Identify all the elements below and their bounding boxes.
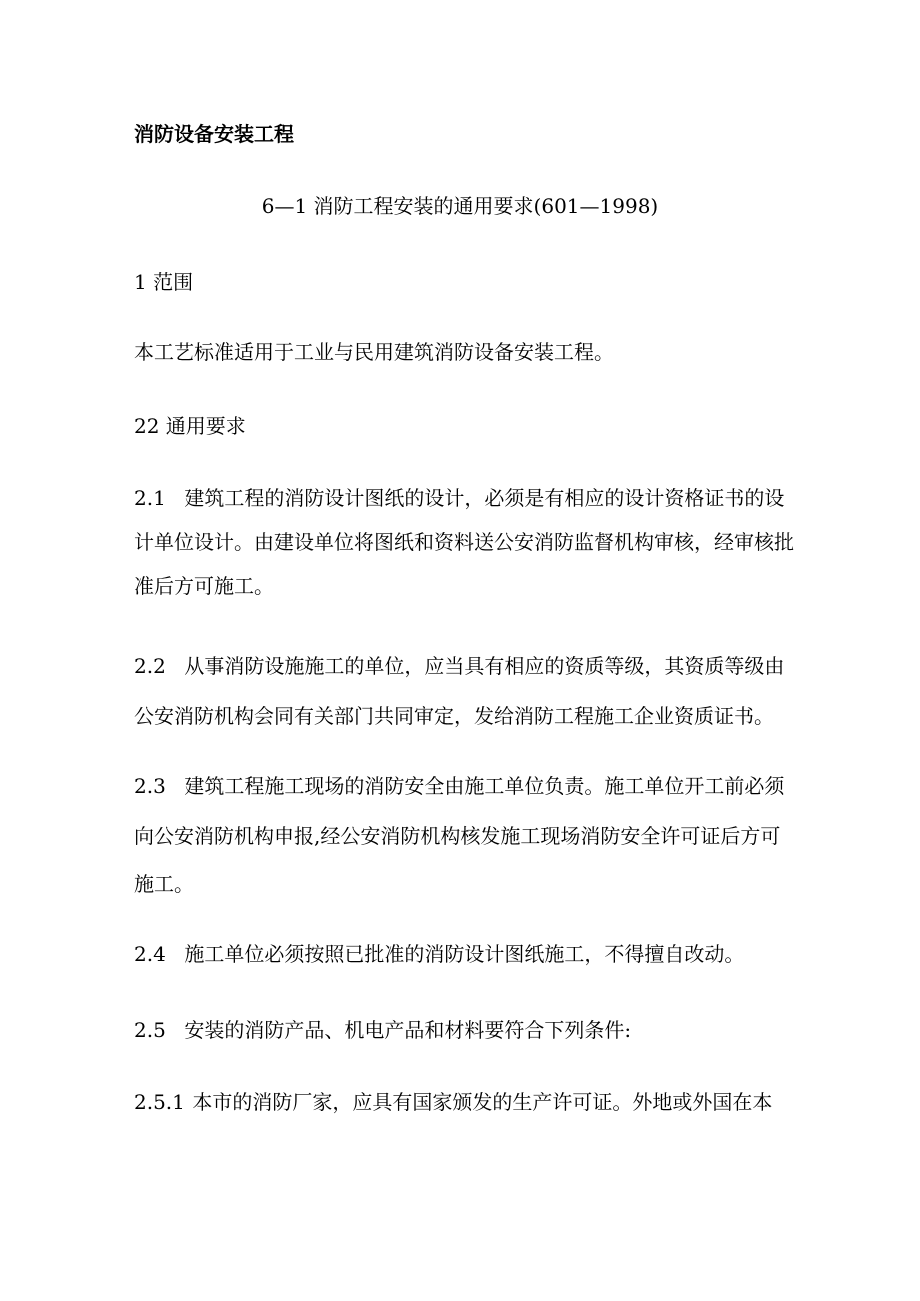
clause-2-3-line-3: 施工。: [134, 872, 194, 896]
clause-2-5-1-line-1: [134, 1090, 772, 1114]
heading-scope: 1 范围: [134, 270, 194, 294]
clause-2-3-line-2: 向公安消防机构申报,经公安消防机构核发施工现场消防安全许可证后方可: [134, 824, 781, 848]
clause-number: 2.5: [134, 1018, 166, 1042]
heading-general-requirements: 22 通用要求: [134, 414, 246, 438]
section-title: 消防设备安装工程: [134, 122, 294, 146]
clause-number: 2.3: [134, 774, 166, 798]
clause-2-2-line-2: 公安消防机构会同有关部门共同审定，发给消防工程施工企业资质证书。: [134, 704, 774, 728]
clause-2-1-line-3: 准后方可施工。: [134, 574, 274, 598]
clause-number: 2.1: [134, 486, 166, 510]
clause-text: 本市的消防厂家，应具有国家颁发的生产许可证。外地或外国在本: [192, 1090, 773, 1114]
clause-number: 2.2: [134, 654, 166, 678]
clause-text: 建筑工程施工现场的消防安全由施工单位负责。施工单位开工前必须: [184, 774, 785, 798]
clause-2-1-line-2: 计单位设计。由建设单位将图纸和资料送公安消防监督机构审核，经审核批: [134, 530, 794, 554]
chapter-title: 6—1 消防工程安装的通用要求(601—1998): [261, 194, 659, 218]
clause-2-3-line-1: [134, 774, 784, 798]
clause-2-4-line-1: [134, 942, 744, 966]
clause-number: 2.4: [134, 942, 166, 966]
clause-text: 安装的消防产品、机电产品和材料要符合下列条件:: [184, 1018, 632, 1042]
clause-text: 从事消防设施施工的单位，应当具有相应的资质等级，其资质等级由: [184, 654, 785, 678]
paragraph-scope: 本工艺标准适用于工业与民用建筑消防设备安装工程。: [134, 340, 614, 364]
clause-2-5-line-1: [134, 1018, 631, 1042]
clause-number: 2.5.1: [134, 1090, 185, 1114]
clause-text: 建筑工程的消防设计图纸的设计，必须是有相应的设计资格证书的设: [184, 486, 785, 510]
clause-2-1-line-1: [134, 486, 784, 510]
clause-text: 施工单位必须按照已批准的消防设计图纸施工，不得擅自改动。: [184, 942, 745, 966]
clause-2-2-line-1: [134, 654, 784, 678]
